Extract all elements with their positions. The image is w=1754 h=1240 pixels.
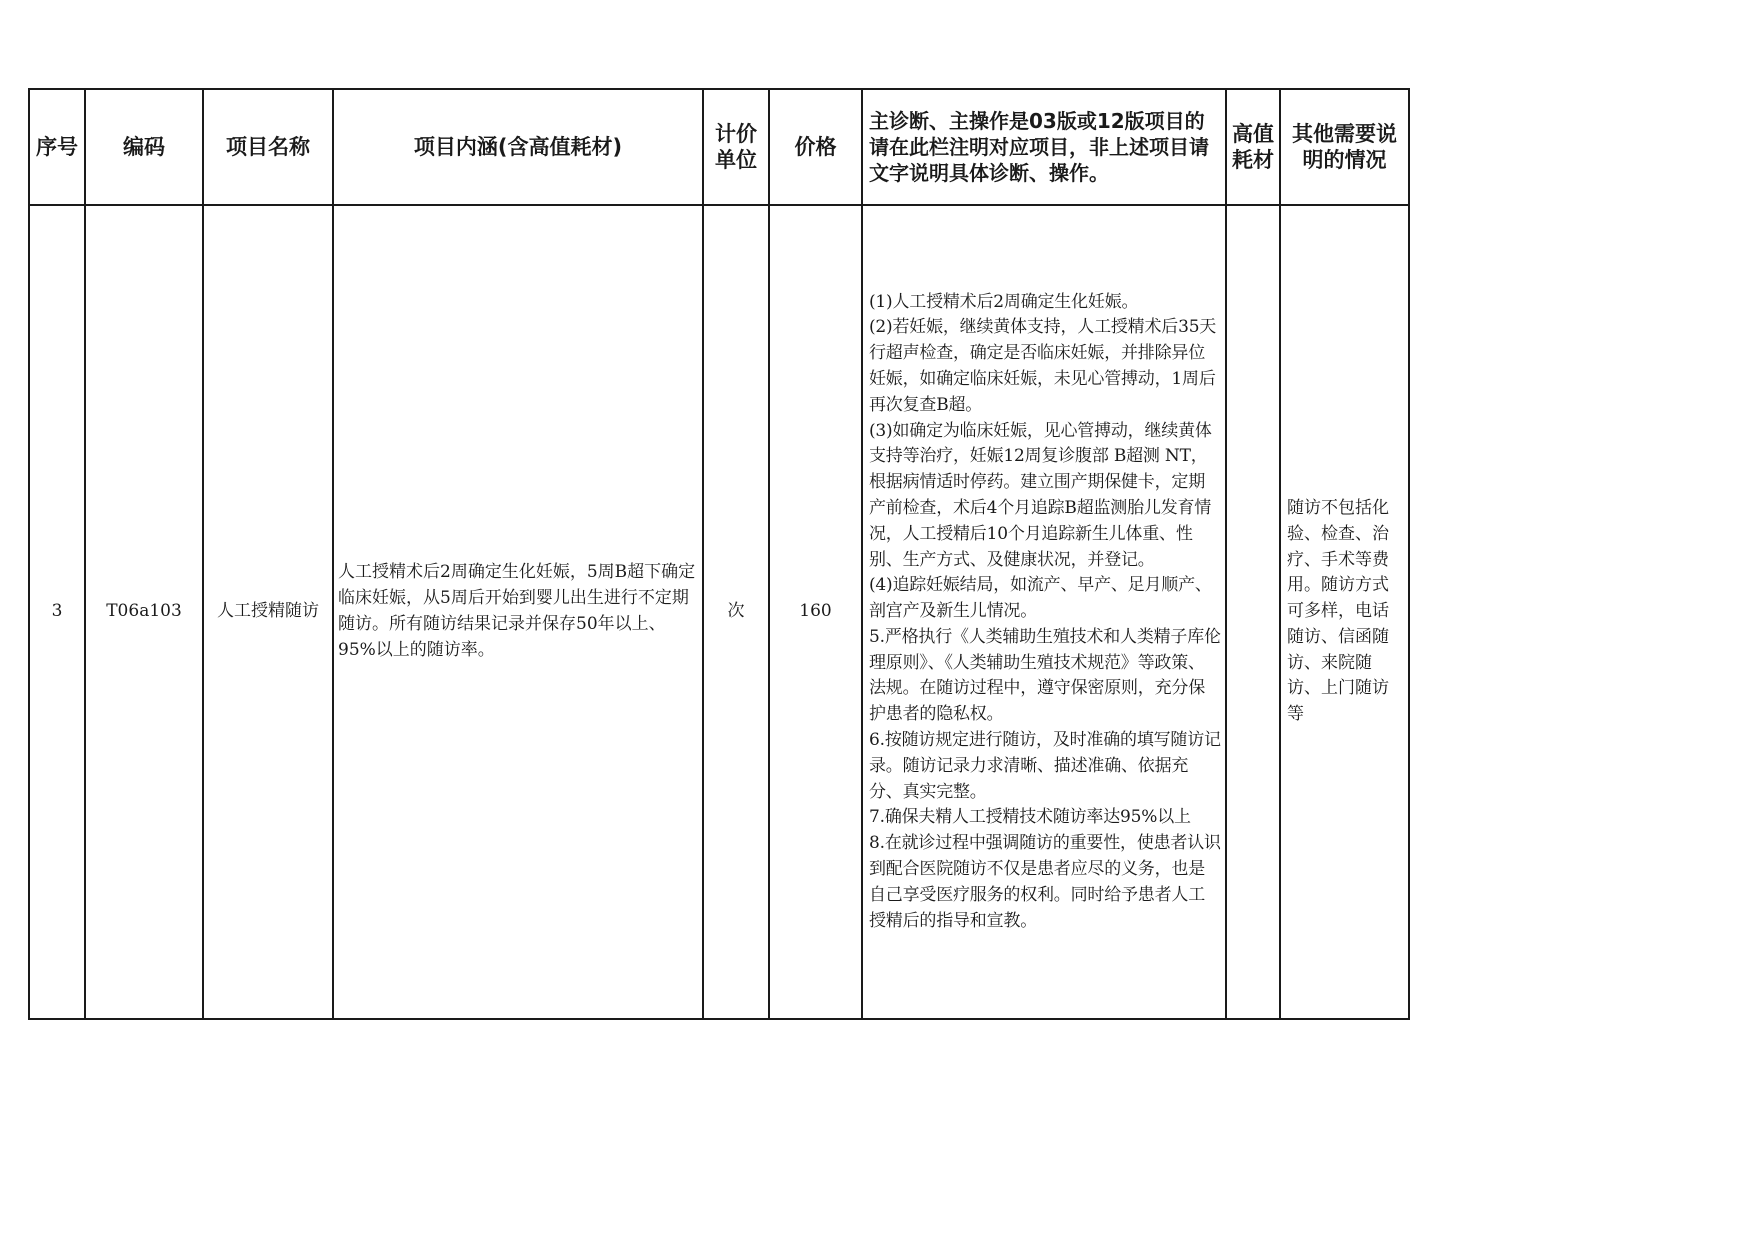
cell-high-value	[1226, 205, 1280, 1019]
cell-diagnosis-note	[862, 205, 1226, 1019]
note-line: (3)如确定为临床妊娠，见心管搏动，继续黄体支持等治疗，妊娠12周复诊腹部 B超测 NT，根据病情适时停药。建立围产期保健卡，定期产前检查，术后4个月追踪B超监测胎儿发育情况，人工授精后10个月追踪新生儿体重、性别、生产方式、及健康状况，并登记。	[869, 420, 1212, 570]
header-name: 项目名称	[203, 89, 333, 205]
note-line: (4)追踪妊娠结局，如流产、早产、足月顺产、剖宫产及新生儿情况。	[869, 575, 1212, 622]
header-code: 编码	[85, 89, 203, 205]
price-table	[28, 88, 1410, 1020]
cell-price: 160	[769, 205, 862, 1019]
header-connotation: 项目内涵(含高值耗材)	[333, 89, 703, 205]
note-line: 5.严格执行《人类辅助生殖技术和人类精子库伦理原则》、《人类辅助生殖技术规范》等政策、法规。在随访过程中，遵守保密原则，充分保护患者的隐私权。	[869, 626, 1221, 725]
header-price: 价格	[769, 89, 862, 205]
cell-connotation: 人工授精术后2周确定生化妊娠，5周B超下确定临床妊娠，从5周后开始到婴儿出生进行不定期随访。所有随访结果记录并保存50年以上、95%以上的随访率。	[333, 205, 703, 1019]
table-row	[29, 205, 1409, 1019]
cell-code: T06a103	[85, 205, 203, 1019]
cell-name: 人工授精随访	[203, 205, 333, 1019]
note-line: 6.按随访规定进行随访，及时准确的填写随访记录。随访记录力求清晰、描述准确、依据充分、真实完整。	[869, 730, 1221, 802]
header-seq: 序号	[29, 89, 85, 205]
cell-seq: 3	[29, 205, 85, 1019]
header-other: 其他需要说明的情况	[1280, 89, 1409, 205]
header-high-value: 高值耗材	[1226, 89, 1280, 205]
header-diagnosis-note: 主诊断、主操作是03版或12版项目的请在此栏注明对应项目，非上述项目请文字说明具体诊断、操作。	[862, 89, 1226, 205]
note-line: 7.确保夫精人工授精技术随访率达95%以上	[869, 807, 1191, 828]
note-line: 8.在就诊过程中强调随访的重要性，使患者认识到配合医院随访不仅是患者应尽的义务，也是自己享受医疗服务的权利。同时给予患者人工授精后的指导和宣教。	[869, 833, 1221, 931]
cell-unit: 次	[703, 205, 769, 1019]
cell-other: 随访不包括化验、检查、治疗、手术等费用。随访方式可多样，电话随访、信函随访、来院随访、上门随访等	[1280, 205, 1409, 1019]
note-line: (2)若妊娠，继续黄体支持，人工授精术后35天行超声检查，确定是否临床妊娠，并排除异位妊娠，如确定临床妊娠，未见心管搏动，1周后再次复查B超。	[869, 317, 1217, 415]
header-unit: 计价单位	[703, 89, 769, 205]
header-row	[29, 89, 1409, 205]
note-line: (1)人工授精术后2周确定生化妊娠。	[869, 291, 1139, 312]
